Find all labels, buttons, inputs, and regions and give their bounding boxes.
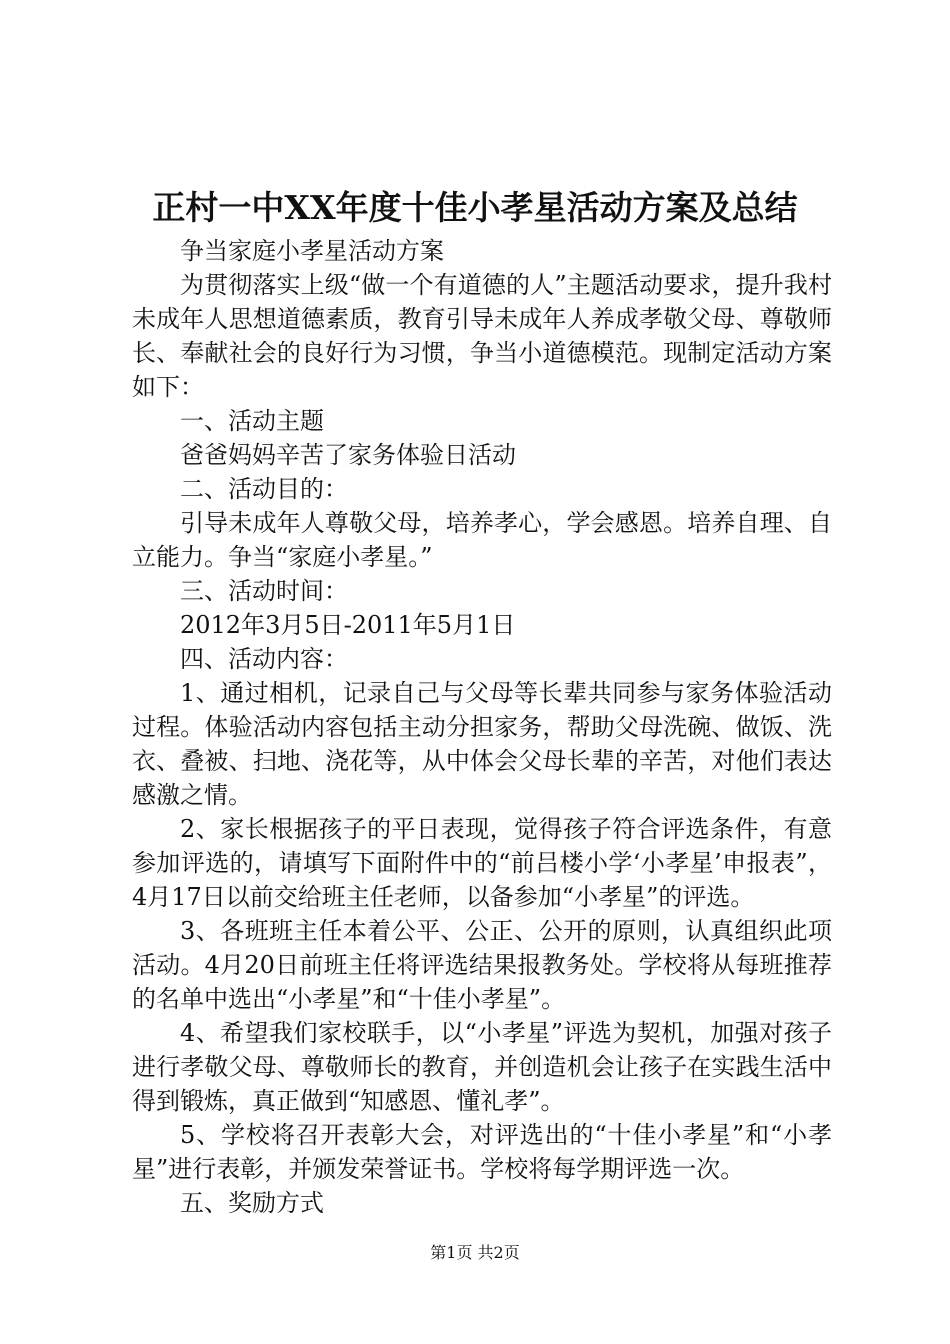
document-title: 正村一中XX年度十佳小孝星活动方案及总结	[152, 188, 798, 227]
paragraph-content-5: 5、学校将召开表彰大会，对评选出的“十佳小孝星”和“小孝星”进行表彰，并颁发荣誉证书。学校将每学期评选一次。	[132, 1121, 832, 1183]
paragraph-intro: 为贯彻落实上级“做一个有道德的人”主题活动要求，提升我村未成年人思想道德素质，教育引导未成年人养成孝敬父母、尊敬师长、奉献社会的良好行为习惯，争当小道德模范。现制定活动方案如下：	[132, 271, 832, 401]
heading-reward: 五、奖励方式	[180, 1189, 324, 1217]
heading-time: 三、活动时间：	[180, 577, 348, 605]
heading-content: 四、活动内容：	[180, 645, 348, 673]
paragraph-purpose: 引导未成年人尊敬父母，培养孝心，学会感恩。培养自理、自立能力。争当“家庭小孝星。”	[132, 509, 832, 571]
paragraph-content-2: 2、家长根据孩子的平日表现，觉得孩子符合评选条件，有意参加评选的，请填写下面附件中的“前吕楼小学‘小孝星’申报表”，4月17日以前交给班主任老师，以备参加“小孝星”的评选。	[132, 815, 832, 911]
paragraph-time: 2012年3月5日-2011年5月1日	[180, 611, 516, 639]
heading-purpose: 二、活动目的：	[180, 475, 348, 503]
paragraph-subtitle: 争当家庭小孝星活动方案	[180, 237, 444, 265]
page-number: 第1页 共2页	[430, 1243, 520, 1262]
document-body	[132, 234, 832, 1220]
paragraph-theme: 爸爸妈妈辛苦了家务体验日活动	[180, 441, 516, 469]
paragraph-content-1: 1、通过相机，记录自己与父母等长辈共同参与家务体验活动过程。体验活动内容包括主动分担家务，帮助父母洗碗、做饭、洗衣、叠被、扫地、浇花等，从中体会父母长辈的辛苦，对他们表达感激之情。	[132, 679, 832, 809]
paragraph-content-3: 3、各班班主任本着公平、公正、公开的原则，认真组织此项活动。4月20日前班主任将评选结果报教务处。学校将从每班推荐的名单中选出“小孝星”和“十佳小孝星”。	[132, 917, 832, 1013]
paragraph-content-4: 4、希望我们家校联手，以“小孝星”评选为契机，加强对孩子进行孝敬父母、尊敬师长的教育，并创造机会让孩子在实践生活中得到锻炼，真正做到“知感恩、懂礼孝”。	[132, 1019, 832, 1115]
heading-theme: 一、活动主题	[180, 407, 324, 435]
